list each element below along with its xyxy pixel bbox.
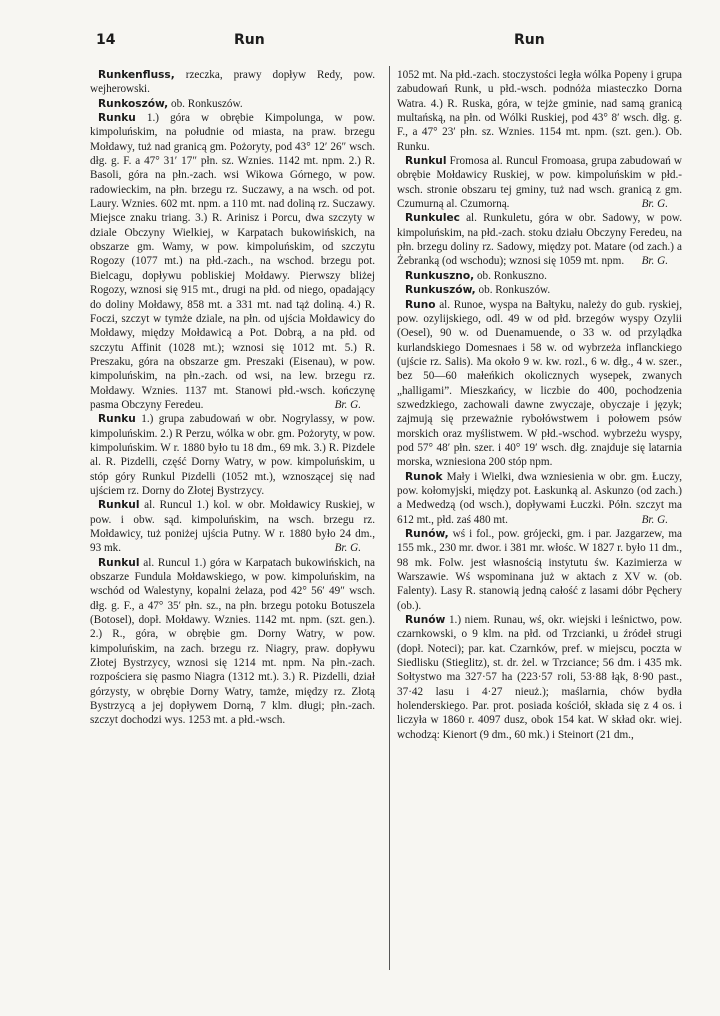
dictionary-entry: [90, 412, 375, 498]
entry-signature: Br. G.: [641, 198, 668, 211]
right-column: [397, 68, 682, 742]
entry-text: ob. Ronkuszno.: [474, 269, 547, 282]
entry-headword: Runkuszów,: [405, 284, 476, 297]
entry-text: al. Runcul 1.) kol. w obr. Mołdawicy Ruskiej, w pow. i obw. sąd. kimpoluńskim, na wsch. brzegu rz. Mołdawicy, tuż poniżej ujścia Putny. W r. 1880 było 24 dm., 93 mk.: [90, 499, 375, 555]
entry-headword: Runkul: [98, 499, 140, 512]
entry-headword: Runkul: [405, 155, 447, 168]
entry-headword: Runów,: [405, 528, 449, 540]
right-running-head: Run: [514, 32, 545, 48]
page-header: [96, 32, 672, 52]
entry-text: 1.) niem. Runau, wś, okr. wiejski i leśnictwo, pow. czarnkowski, o 9 klm. na płd. od Trzcianki, u źródeł strugi (dopł. Noteci); par. kat. Czarnków, pref. w miejscu, poczta w Siedlisku (Stieglitz), st. dr. żel. w Trzciance; 56 dm. i 435 mk. Sołtystwo ma 327·57 ha (223·57 roli, 53·88 łąk, 8·90 past., 37·42 lasu i 4·27 nieuż.); maślarnia, chów bydła holenderskiego. Par. prot. posiada kościół, składa się z 4 os. i liczyła w 1860 r. 4097 dusz, obok 154 kat. W skład okr. wiej. wchodzą: Kienort (9 dm., 60 mk.) i Steinort (21 dm.,: [397, 614, 682, 741]
entry-text: ob. Ronkuszów.: [168, 97, 243, 110]
dictionary-entry: [397, 211, 682, 268]
entry-signature: Br. G.: [334, 542, 361, 555]
entry-headword: Runkuszno,: [405, 269, 475, 282]
entry-text: Mały i Wielki, dwa wzniesienia w obr. gm. Łuczy, pow. kołomyjski, między pot. Łaskunką al. Askunzo (od zach.) a Medwedzą (od wsch.), dopływami Łuczki. Półn. szczyt ma 612 mt., płd. zaś 480 mt.: [397, 470, 682, 526]
dictionary-entry: [397, 154, 682, 211]
entry-text: ob. Ronkuszów.: [475, 284, 551, 297]
left-running-head: Run: [234, 32, 265, 48]
dictionary-entry: [397, 527, 682, 613]
dictionary-entry: [397, 283, 682, 297]
entry-text: al. Runoe, wyspa na Bałtyku, należy do gub. ryskiej, pow. ozylijskiego, odl. 49 w od płd. brzegów wyspy Ozylii (Oesel), 90 w. od Duenamuende, o 33 w. od przylądka kurlandskiego Domesnaes i 58 w. od wybrzeża inflanckiego (ujście rz. Salis). Ma około 9 w. kw. rozl., 6 w. dłg., 4 w. szer., bez 50—60 małeńkich okolicznych wysepek, zwanych „halligami”. Mieszkańcy, w liczbie do 400, pochodzenia szwedzkiego, zachowali dawne zwyczaje, obyczaje i język; zajmują się przeważnie rybołówstwem i połowem psów morskich oraz myślistwem. W płd.-wschod. wybrzeżu wyspy, pod 57° 48′ płn. szer. i 40° 19′ wsch. dłg. znajduje się latarnia morska, wzniesiona 200 stóp npm.: [397, 298, 682, 469]
column-divider: [389, 66, 390, 970]
entry-text: 1052 mt. Na płd.-zach. stoczystości legła wólka Popeny i grupa zabudowań Runk, u płd.-wsch. podnóża miasteczko Dorna Watra. 4.) R. Ruska, góra, w tejże gminie, nad samą granicą multańską, na płn. od Wólki Ruskiej, pod 43° 8′ wsch. dłg. g. F., a 47° 23′ płn. sz. Wznies. 1154 mt. npm. (szt. gen.). Ob. Runku.: [397, 69, 682, 153]
dictionary-entry: [90, 556, 375, 728]
dictionary-entry: [397, 613, 682, 742]
entry-headword: Runkulec: [405, 212, 460, 225]
entry-headword: Runok: [405, 470, 443, 483]
entry-signature: Br. G.: [641, 513, 668, 526]
dictionary-entry: [90, 68, 375, 97]
dictionary-entry: [397, 68, 682, 154]
entry-signature: Br. G.: [641, 255, 668, 268]
entry-headword: Runów: [405, 614, 446, 627]
entry-text: rzeczka, prawy dopływ Redy, pow. wejherowski.: [90, 69, 375, 96]
dictionary-entry: [397, 298, 682, 470]
page-number: 14: [96, 32, 116, 48]
left-column: [90, 68, 375, 728]
dictionary-entry: [90, 97, 375, 111]
entry-headword: Runo: [405, 298, 436, 311]
entry-signature: Br. G.: [334, 398, 361, 411]
entry-text: al. Runcul 1.) góra w Karpatach bukowińskich, na obszarze Fundula Mołdawskiego, w pow. kimpoluńskim, na wschód od Walestyny, kopalni żelaza, pod 42° 56′ 49″ wsch. dłg. g. F., a 47° 35′ płn. sz., na płn. brzegu potoku Botuszela (Botosel), dopł. Mołdawy. Wznies. 1142 mt. npm. (szt. gen.). 2.) R., góra, w obrębie gm. Dorny Watry, w pow. kimpoluńskim, na zach. brzegu rz. Niagry, praw. dopływu Złotej Bystrzycy, wznosi się 1214 mt. npm. Na płn.-zach. rozpościera się pasmo Niagra (1312 mt.). 3.) R. Pizdelli, dział górzysty, w obrębie Dorny Watry, tamże, między rz. Złotą Bystrzycą a jej dopływem Dorną, 7 klm. długi; płn.-zach. szczyt dochodzi wys. 1253 mt. a płd.-wsch.: [90, 556, 375, 727]
entry-text: wś i fol., pow. grójecki, gm. i par. Jazgarzew, ma 155 mk., 230 mr. dwor. i 381 mr. włośc. W 1827 r. było 11 dm., 98 mk. Folw. jest własnością instytutu św. Kazimierza w Warszawie. Wś wspominana już w aktach z XV w. (ob. Falenty). Lasy R. stanowią jedną całość z lasami dóbr Pęchery (ob.).: [397, 528, 682, 612]
dictionary-entry: [90, 111, 375, 412]
entry-headword: Runkul: [98, 556, 140, 569]
dictionary-entry: [90, 498, 375, 555]
entry-text: Fromosa al. Runcul Fromoasa, grupa zabudowań w obrębie Mołdawicy Ruskiej, w pow. kimpoluńskim w płd.-wsch. stronie obszaru tej gminy, tuż nad wsch. granicą z gm. Czumurną al. Czumorną.: [397, 155, 682, 211]
dictionary-entry: [397, 269, 682, 283]
entry-text: 1.) grupa zabudowań w obr. Nogrylassy, w pow. kimpoluńskim. 2.) R Perzu, wólka w obr. gm. Pożoryty, w pow. kimpoluńskim. W r. 1880 było tu 18 dm., 69 mk. 3.) R. Pizdele al. R. Pizdelli, część Dorny Watry, w pow. kimpoluńskim, u stóp góry Runkul Pizdelli (1052 mt.), wznoszącej się nad ujściem rz. Dorny do Złotej Bystrzycy.: [90, 413, 375, 497]
dictionary-entry: [397, 470, 682, 527]
entry-headword: Runku: [98, 413, 136, 426]
entry-text: 1.) góra w obrębie Kimpolunga, w pow. kimpoluńskim, na południe od miasta, na praw. brzegu Mołdawy, tuż nad granicą gm. Pożoryty, pod 43° 12′ 26″ wsch. dłg. g. F. a 47° 31′ 17″ płn. sz. Wznies. 1142 mt. npm. 2.) R. Basoli, góra na płn.-zach. wsi Wikowa Górnego, w pow. radowieckim, na płn. brzegu rz. Suczawy, a na wsch. od pot. Laury. Wznies. 602 mt. npm. a 110 mt. nad doliną rz. Suczawy. Miejsce znaku triang. 3.) R. Arinisz i Porcu, dwa szczyty w dziale Obczyny Wielkiej, w Karpatach bukowińskich, na obszarze gm. Wamy, w pow. kimpoluńskim, od szczytu Rogozy (1077 mt.) na płd.-zach., na wschod. brzegu pot. Bielcagu, dopływu pobliskiej Mołdawy. Pierwszy bliżej Rogozy, wznosi się 915 mt., drugi na płd. od niego, opadający do doliny Mołdawy, 858 mt. a 331 mt. nad tąż doliną. 4.) R. Foczi, szczyt w tymże dziale, na płn. od ujścia Mołdawicy do Mołdawy, między Mołdawicą a Pot. Dobrą, a na płd. od szczytu Affinit (1028 mt.); wznosi się 1012 mt. 5.) R. Preszaku, góra na obszarze gm. Preszaki (Eisenau), w pow. kimpoluńskim, na płn.-zach. od wsi, na lew. brzegu rz. Mołdawy. Wznies. 1137 mt. Stanowi płd.-wsch. kończynę pasma Obczyny Feredeu.: [90, 112, 375, 411]
entry-headword: Runkenfluss,: [98, 69, 175, 81]
entry-text: al. Runkuletu, góra w obr. Sadowy, w pow. kimpoluńskim, na płd.-zach. stoku działu Obczyny Feredeu, na płn. brzegu doliny rz. Sadowy, między pot. Matare (od zach.) a Żebranką (od wschodu); wznosi się 1059 mt. npm.: [397, 212, 682, 268]
entry-headword: Runku: [98, 112, 136, 125]
entry-headword: Runkoszów,: [98, 97, 169, 110]
